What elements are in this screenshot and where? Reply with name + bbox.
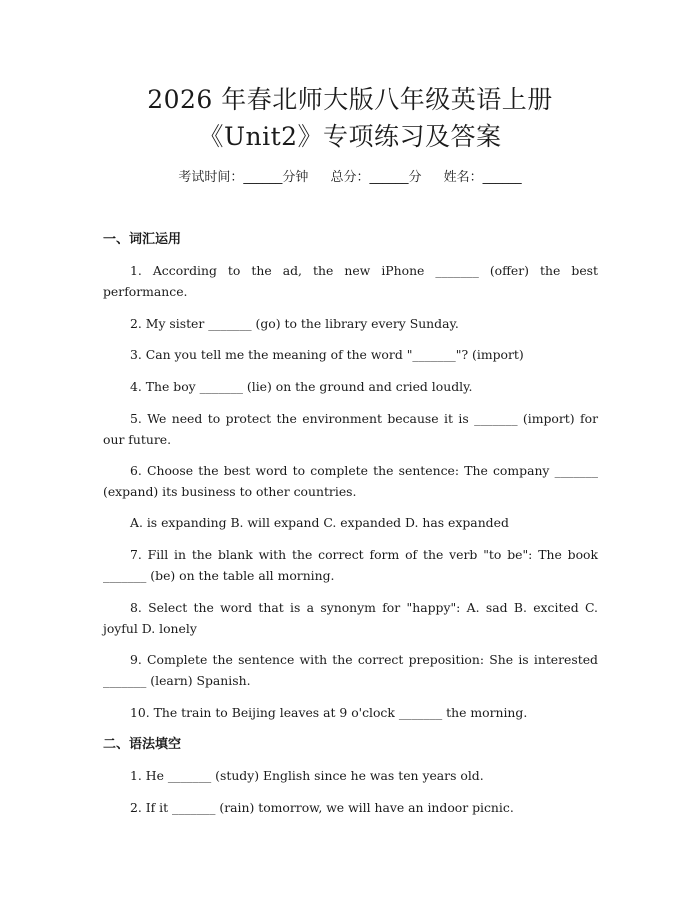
question-item: 10. The train to Beijing leaves at 9 o'clock _______ the morning. — [130, 705, 528, 720]
total-score-field: 总分：______分 — [330, 170, 422, 185]
section-heading-grammar: 二、语法填空 — [103, 737, 182, 752]
exam-info — [0, 168, 700, 188]
exam-time-field: 考试时间：______分钟 — [178, 170, 309, 185]
answer-options: A. is expanding B. will expand C. expanded D. has expanded — [130, 515, 509, 530]
student-name-field: 姓名：______ — [443, 170, 522, 185]
question-item: 2. If it _______ (rain) tomorrow, we will have an indoor picnic. — [130, 800, 514, 815]
document-title-line-1: 2026 年春北师大版八年级英语上册 — [147, 85, 553, 114]
question-item: 3. Can you tell me the meaning of the word "_______"? (import) — [130, 347, 524, 362]
question-item: 4. The boy _______ (lie) on the ground and cried loudly. — [130, 379, 473, 394]
question-item: 6. Choose the best word to complete the sentence: The company _______ (expand) its business to other countries. — [103, 463, 598, 499]
question-item: 2. My sister _______ (go) to the library every Sunday. — [130, 316, 459, 331]
question-item: 5. We need to protect the environment because it is _______ (import) for our future. — [103, 411, 598, 447]
section-heading-vocabulary: 一、词汇运用 — [103, 232, 182, 247]
question-item: 1. He _______ (study) English since he was ten years old. — [130, 768, 484, 783]
question-item: 9. Complete the sentence with the correct preposition: She is interested _______ (learn) Spanish. — [103, 652, 598, 688]
question-item: 1. According to the ad, the new iPhone _______ (offer) the best performance. — [103, 263, 598, 299]
question-item: 8. Select the word that is a synonym for "happy": A. sad B. excited C. joyful D. lonely — [103, 600, 598, 636]
document-title-line-2: 《Unit2》专项练习及答案 — [198, 122, 502, 151]
question-item: 7. Fill in the blank with the correct form of the verb "to be": The book _______ (be) on the table all morning. — [103, 547, 598, 583]
